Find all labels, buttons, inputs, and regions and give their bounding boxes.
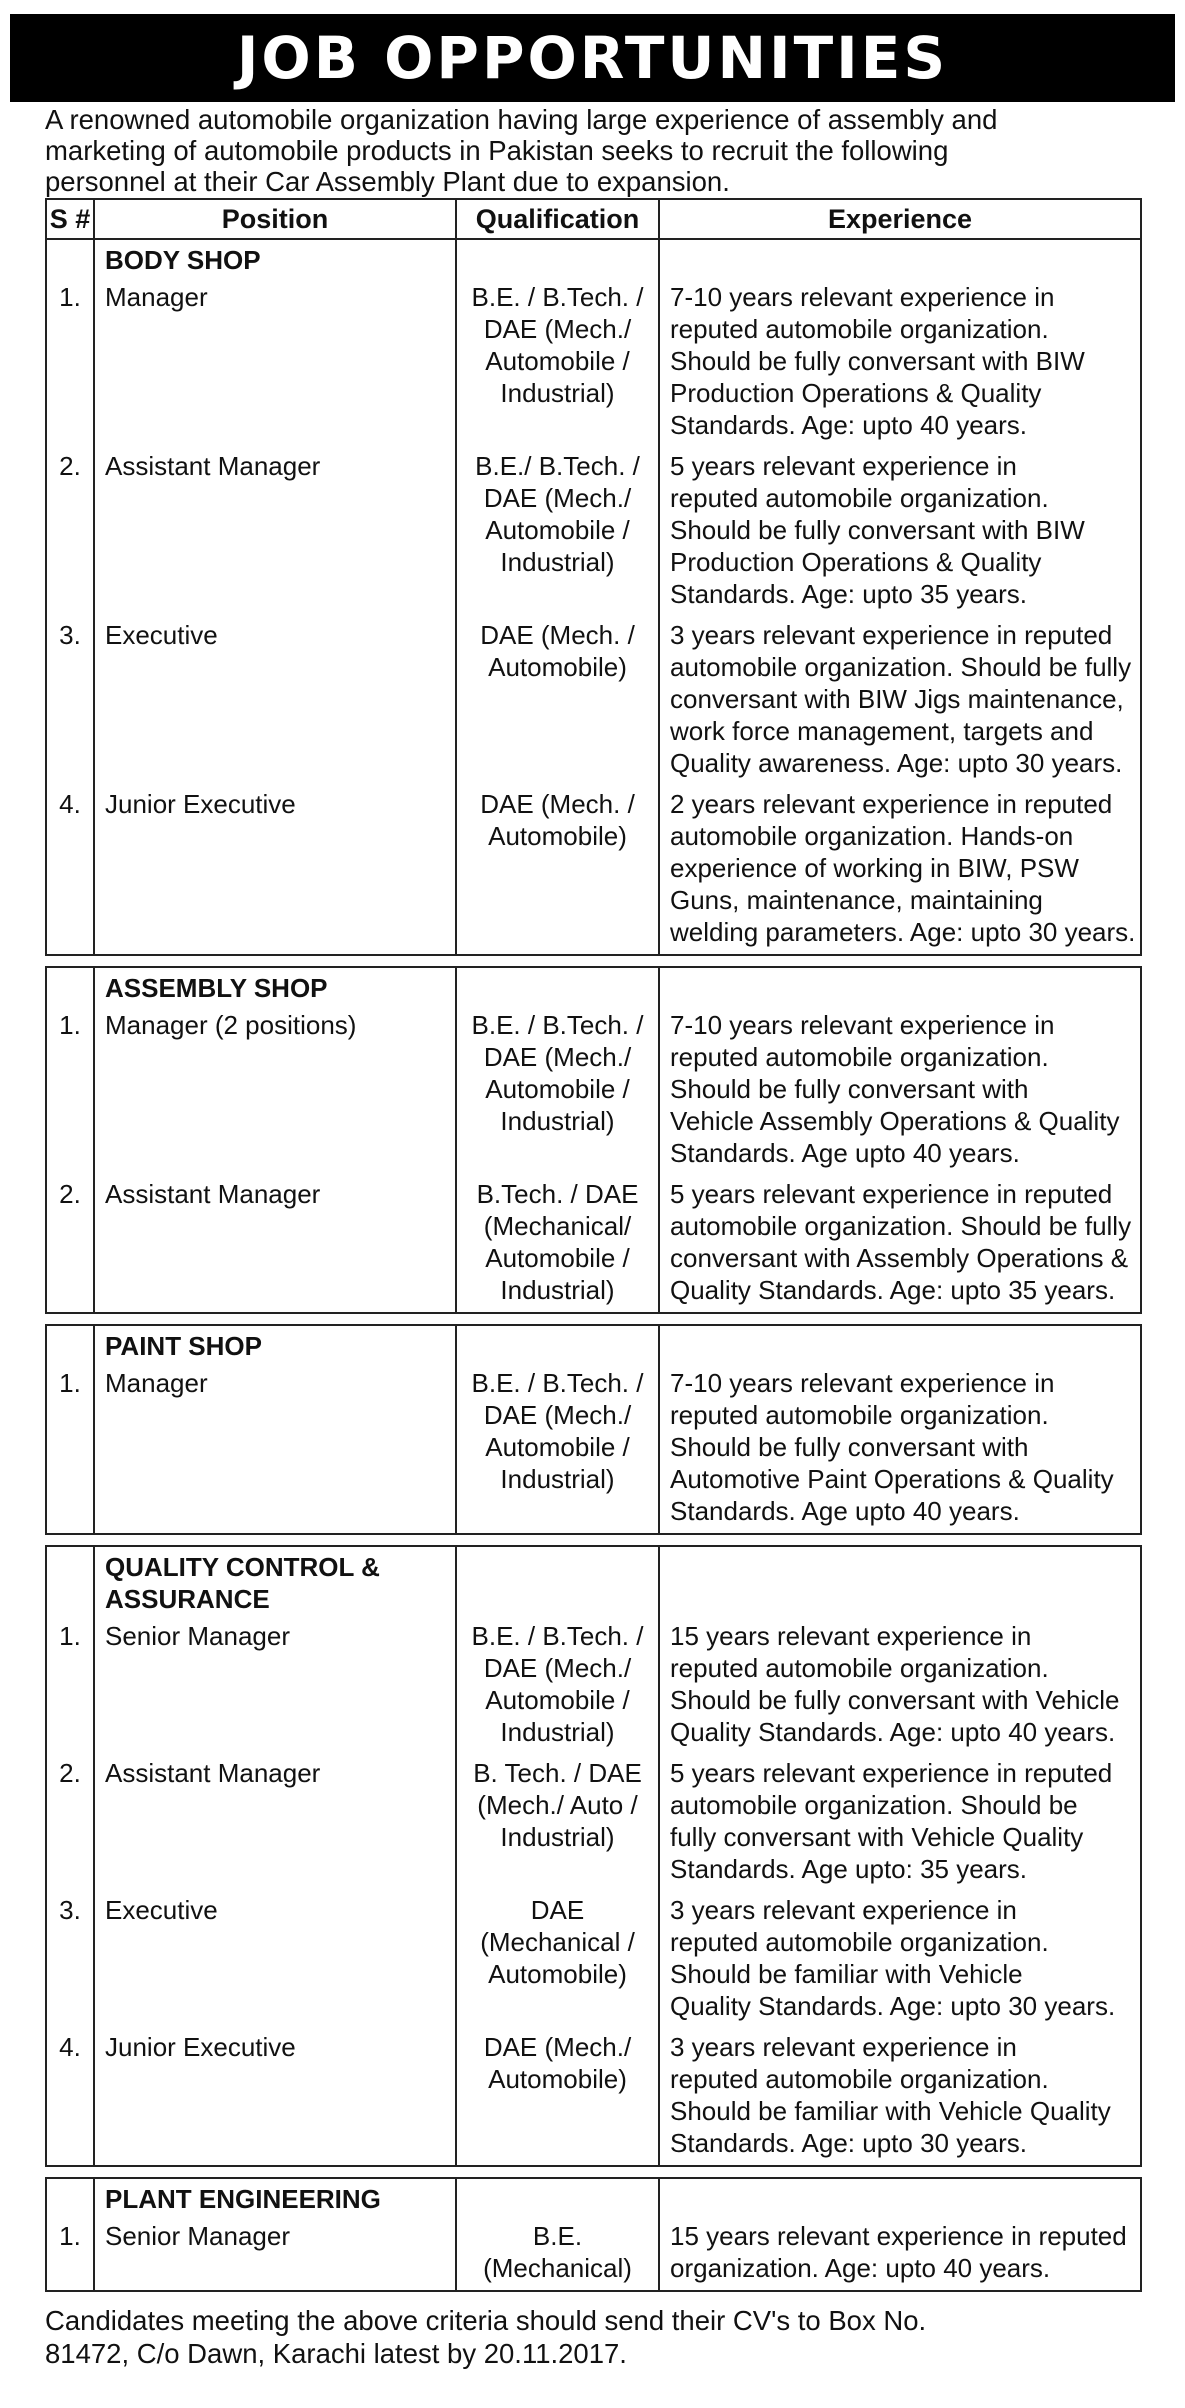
experience-line: Should be fully conversant with Vehicle bbox=[670, 1685, 1120, 1715]
table-row bbox=[46, 2217, 1141, 2291]
section-gap bbox=[46, 1534, 1141, 1546]
table-row bbox=[46, 1364, 1141, 1534]
section-gap bbox=[46, 955, 1141, 967]
experience-line: Standards. Age upto 40 years. bbox=[670, 1496, 1020, 1526]
experience-line: Quality Standards. Age: upto 30 years. bbox=[670, 1991, 1116, 2021]
row-serial: 2. bbox=[46, 447, 94, 616]
experience-line: Quality Standards. Age: upto 40 years. bbox=[670, 1717, 1116, 1747]
qualification-line: DAE (Mech./ bbox=[483, 314, 632, 344]
qualification-line: Automobile) bbox=[488, 652, 627, 682]
experience-line: Production Operations & Quality bbox=[670, 378, 1042, 408]
row-serial: 2. bbox=[46, 1175, 94, 1313]
row-qualification bbox=[456, 616, 659, 785]
header-sn: S # bbox=[46, 199, 94, 239]
table-row bbox=[46, 1006, 1141, 1175]
section-qual-cell bbox=[456, 2178, 659, 2217]
experience-line: 3 years relevant experience in bbox=[670, 1895, 1017, 1925]
section-title: PAINT SHOP bbox=[94, 1325, 456, 1364]
section-qual-cell bbox=[456, 967, 659, 1006]
row-serial: 4. bbox=[46, 785, 94, 955]
closing-line: Candidates meeting the above criteria should send their CV's to Box No. bbox=[45, 2305, 927, 2336]
section-gap-cell bbox=[46, 955, 1141, 967]
experience-line: Standards. Age: upto 40 years. bbox=[670, 410, 1028, 440]
qualification-line: B.E./ B.Tech. / bbox=[475, 451, 640, 481]
experience-line: Quality Standards. Age: upto 35 years. bbox=[670, 1275, 1116, 1305]
section-title: ASSEMBLY SHOP bbox=[94, 967, 456, 1006]
qualification-line: Industrial) bbox=[500, 1275, 615, 1305]
section-exp-cell bbox=[659, 1546, 1141, 1617]
row-position: Junior Executive bbox=[94, 2028, 456, 2166]
table-row bbox=[46, 1891, 1141, 2028]
row-serial: 4. bbox=[46, 2028, 94, 2166]
row-experience bbox=[659, 2028, 1141, 2166]
experience-line: 5 years relevant experience in reputed bbox=[670, 1758, 1113, 1788]
experience-line: Should be fully conversant with bbox=[670, 1074, 1029, 1104]
header-qualification: Qualification bbox=[456, 199, 659, 239]
qualification-line: (Mech./ Auto / bbox=[477, 1790, 638, 1820]
qualification-line: Automobile / bbox=[485, 346, 630, 376]
intro-line: personnel at their Car Assembly Plant due to expansion. bbox=[45, 166, 730, 197]
row-qualification bbox=[456, 1754, 659, 1891]
experience-line: reputed automobile organization. bbox=[670, 1042, 1049, 1072]
section-sn-cell bbox=[46, 2178, 94, 2217]
section-title: PLANT ENGINEERING bbox=[94, 2178, 456, 2217]
experience-line: 7-10 years relevant experience in bbox=[670, 1368, 1055, 1398]
section-exp-cell bbox=[659, 1325, 1141, 1364]
row-experience bbox=[659, 785, 1141, 955]
row-qualification bbox=[456, 1006, 659, 1175]
section-exp-cell bbox=[659, 967, 1141, 1006]
row-qualification bbox=[456, 278, 659, 447]
experience-line: 2 years relevant experience in reputed bbox=[670, 789, 1113, 819]
section-header-row bbox=[46, 967, 1141, 1006]
experience-line: reputed automobile organization. bbox=[670, 1653, 1049, 1683]
section-title: BODY SHOP bbox=[94, 239, 456, 278]
row-position: Assistant Manager bbox=[94, 447, 456, 616]
qualification-line: B.Tech. / DAE bbox=[476, 1179, 639, 1209]
experience-line: 3 years relevant experience in bbox=[670, 2032, 1017, 2062]
closing-paragraph bbox=[45, 2304, 1155, 2370]
positions-table bbox=[45, 198, 1142, 2292]
experience-line: reputed automobile organization. bbox=[670, 1400, 1049, 1430]
experience-line: 5 years relevant experience in bbox=[670, 451, 1017, 481]
section-gap bbox=[46, 1313, 1141, 1325]
row-position: Manager bbox=[94, 1364, 456, 1534]
experience-line: Should be fully conversant with BIW bbox=[670, 515, 1085, 545]
qualification-line: B.E. bbox=[532, 2221, 583, 2251]
row-experience bbox=[659, 1617, 1141, 1754]
section-header-row bbox=[46, 1546, 1141, 1617]
section-gap-cell bbox=[46, 1313, 1141, 1325]
section-sn-cell bbox=[46, 239, 94, 278]
section-header-row bbox=[46, 1325, 1141, 1364]
row-position: Executive bbox=[94, 1891, 456, 2028]
experience-line: 7-10 years relevant experience in bbox=[670, 282, 1055, 312]
experience-line: 15 years relevant experience in reputed bbox=[670, 2221, 1127, 2251]
row-qualification bbox=[456, 447, 659, 616]
table-row bbox=[46, 447, 1141, 616]
table-row bbox=[46, 1754, 1141, 1891]
row-qualification bbox=[456, 1175, 659, 1313]
row-qualification bbox=[456, 2217, 659, 2291]
row-position: Assistant Manager bbox=[94, 1754, 456, 1891]
row-position: Executive bbox=[94, 616, 456, 785]
qualification-line: DAE (Mech./ bbox=[483, 2032, 632, 2062]
qualification-line: B.E. / B.Tech. / bbox=[471, 1368, 644, 1398]
row-qualification bbox=[456, 1891, 659, 2028]
qualification-line: Automobile / bbox=[485, 1243, 630, 1273]
experience-line: Vehicle Assembly Operations & Quality bbox=[670, 1106, 1120, 1136]
qualification-line: DAE (Mech. / bbox=[480, 789, 635, 819]
row-qualification bbox=[456, 2028, 659, 2166]
row-experience bbox=[659, 278, 1141, 447]
closing-line: 81472, C/o Dawn, Karachi latest by 20.11.2017. bbox=[45, 2338, 627, 2369]
qualification-line: DAE bbox=[530, 1895, 585, 1925]
section-title bbox=[94, 1546, 456, 1617]
header-position: Position bbox=[94, 199, 456, 239]
row-experience bbox=[659, 1175, 1141, 1313]
experience-line: 15 years relevant experience in bbox=[670, 1621, 1032, 1651]
experience-line: 7-10 years relevant experience in bbox=[670, 1010, 1055, 1040]
section-exp-cell bbox=[659, 239, 1141, 278]
section-gap bbox=[46, 2166, 1141, 2178]
row-qualification bbox=[456, 785, 659, 955]
experience-line: Standards. Age: upto 35 years. bbox=[670, 579, 1028, 609]
experience-line: Should be familiar with Vehicle Quality bbox=[670, 2096, 1111, 2126]
section-sn-cell bbox=[46, 1325, 94, 1364]
qualification-line: Automobile / bbox=[485, 1074, 630, 1104]
experience-line: 3 years relevant experience in reputed bbox=[670, 620, 1113, 650]
section-qual-cell bbox=[456, 1325, 659, 1364]
table-row bbox=[46, 785, 1141, 955]
section-header-row bbox=[46, 239, 1141, 278]
row-qualification bbox=[456, 1364, 659, 1534]
experience-line: Standards. Age upto: 35 years. bbox=[670, 1854, 1028, 1884]
row-position: Senior Manager bbox=[94, 2217, 456, 2291]
experience-line: conversant with Assembly Operations & bbox=[670, 1243, 1129, 1273]
table-row bbox=[46, 2028, 1141, 2166]
section-title-line: QUALITY CONTROL & bbox=[105, 1552, 380, 1582]
qualification-line: Industrial) bbox=[500, 378, 615, 408]
qualification-line: B. Tech. / DAE bbox=[473, 1758, 642, 1788]
qualification-line: Industrial) bbox=[500, 1106, 615, 1136]
table-row bbox=[46, 616, 1141, 785]
experience-line: automobile organization. Should be fully bbox=[670, 1211, 1132, 1241]
qualification-line: DAE (Mech./ bbox=[483, 1400, 632, 1430]
experience-line: 5 years relevant experience in reputed bbox=[670, 1179, 1113, 1209]
row-experience bbox=[659, 1754, 1141, 1891]
experience-line: Automotive Paint Operations & Quality bbox=[670, 1464, 1114, 1494]
row-qualification bbox=[456, 1617, 659, 1754]
section-title-line: ASSURANCE bbox=[105, 1584, 270, 1614]
section-header-row bbox=[46, 2178, 1141, 2217]
experience-line: welding parameters. Age: upto 30 years. bbox=[670, 917, 1136, 947]
qualification-line: DAE (Mech. / bbox=[480, 620, 635, 650]
row-serial: 3. bbox=[46, 1891, 94, 2028]
row-position: Assistant Manager bbox=[94, 1175, 456, 1313]
row-serial: 1. bbox=[46, 278, 94, 447]
row-serial: 1. bbox=[46, 1364, 94, 1534]
row-experience bbox=[659, 1006, 1141, 1175]
row-position: Manager bbox=[94, 278, 456, 447]
qualification-line: Industrial) bbox=[500, 1822, 615, 1852]
qualification-line: (Mechanical/ bbox=[483, 1211, 632, 1241]
experience-line: Should be fully conversant with BIW bbox=[670, 346, 1085, 376]
qualification-line: Automobile / bbox=[485, 1432, 630, 1462]
section-gap-cell bbox=[46, 2166, 1141, 2178]
qualification-line: Automobile) bbox=[488, 821, 627, 851]
qualification-line: (Mechanical) bbox=[483, 2253, 632, 2283]
qualification-line: DAE (Mech./ bbox=[483, 1653, 632, 1683]
experience-line: conversant with BIW Jigs maintenance, bbox=[670, 684, 1124, 714]
table-body bbox=[46, 239, 1141, 2291]
experience-line: Should be fully conversant with bbox=[670, 1432, 1029, 1462]
row-experience bbox=[659, 1364, 1141, 1534]
section-qual-cell bbox=[456, 1546, 659, 1617]
table-header-row bbox=[46, 199, 1141, 239]
qualification-line: (Mechanical / bbox=[480, 1927, 635, 1957]
row-serial: 2. bbox=[46, 1754, 94, 1891]
experience-line: fully conversant with Vehicle Quality bbox=[670, 1822, 1084, 1852]
section-exp-cell bbox=[659, 2178, 1141, 2217]
table-row bbox=[46, 278, 1141, 447]
row-serial: 3. bbox=[46, 616, 94, 785]
experience-line: automobile organization. Hands-on bbox=[670, 821, 1074, 851]
qualification-line: Industrial) bbox=[500, 1464, 615, 1494]
row-experience bbox=[659, 1891, 1141, 2028]
experience-line: automobile organization. Should be fully bbox=[670, 652, 1132, 682]
row-experience bbox=[659, 2217, 1141, 2291]
experience-line: reputed automobile organization. bbox=[670, 314, 1049, 344]
qualification-line: DAE (Mech./ bbox=[483, 1042, 632, 1072]
qualification-line: Automobile) bbox=[488, 1959, 627, 1989]
experience-line: Standards. Age: upto 30 years. bbox=[670, 2128, 1028, 2158]
qualification-line: B.E. / B.Tech. / bbox=[471, 1621, 644, 1651]
section-sn-cell bbox=[46, 967, 94, 1006]
section-sn-cell bbox=[46, 1546, 94, 1617]
section-gap-cell bbox=[46, 1534, 1141, 1546]
row-serial: 1. bbox=[46, 2217, 94, 2291]
experience-line: work force management, targets and bbox=[670, 716, 1094, 746]
qualification-line: Industrial) bbox=[500, 547, 615, 577]
table-row bbox=[46, 1175, 1141, 1313]
experience-line: reputed automobile organization. bbox=[670, 2064, 1049, 2094]
header-experience: Experience bbox=[659, 199, 1141, 239]
section-qual-cell bbox=[456, 239, 659, 278]
qualification-line: B.E. / B.Tech. / bbox=[471, 1010, 644, 1040]
row-experience bbox=[659, 447, 1141, 616]
experience-line: Production Operations & Quality bbox=[670, 547, 1042, 577]
experience-line: reputed automobile organization. bbox=[670, 1927, 1049, 1957]
qualification-line: Automobile / bbox=[485, 1685, 630, 1715]
experience-line: Standards. Age upto 40 years. bbox=[670, 1138, 1020, 1168]
row-position: Senior Manager bbox=[94, 1617, 456, 1754]
intro-paragraph bbox=[45, 104, 1150, 197]
qualification-line: Automobile / bbox=[485, 515, 630, 545]
row-serial: 1. bbox=[46, 1617, 94, 1754]
page-title: JOB OPPORTUNITIES bbox=[10, 14, 1175, 102]
table-row bbox=[46, 1617, 1141, 1754]
row-experience bbox=[659, 616, 1141, 785]
experience-line: Guns, maintenance, maintaining bbox=[670, 885, 1043, 915]
row-position: Junior Executive bbox=[94, 785, 456, 955]
experience-line: experience of working in BIW, PSW bbox=[670, 853, 1079, 883]
row-position: Manager (2 positions) bbox=[94, 1006, 456, 1175]
experience-line: reputed automobile organization. bbox=[670, 483, 1049, 513]
intro-line: marketing of automobile products in Pakistan seeks to recruit the following bbox=[45, 135, 949, 166]
intro-line: A renowned automobile organization having large experience of assembly and bbox=[45, 104, 998, 135]
qualification-line: Industrial) bbox=[500, 1717, 615, 1747]
qualification-line: B.E. / B.Tech. / bbox=[471, 282, 644, 312]
experience-line: organization. Age: upto 40 years. bbox=[670, 2253, 1051, 2283]
experience-line: Quality awareness. Age: upto 30 years. bbox=[670, 748, 1123, 778]
experience-line: automobile organization. Should be bbox=[670, 1790, 1078, 1820]
experience-line: Should be familiar with Vehicle bbox=[670, 1959, 1023, 1989]
qualification-line: DAE (Mech./ bbox=[483, 483, 632, 513]
qualification-line: Automobile) bbox=[488, 2064, 627, 2094]
row-serial: 1. bbox=[46, 1006, 94, 1175]
